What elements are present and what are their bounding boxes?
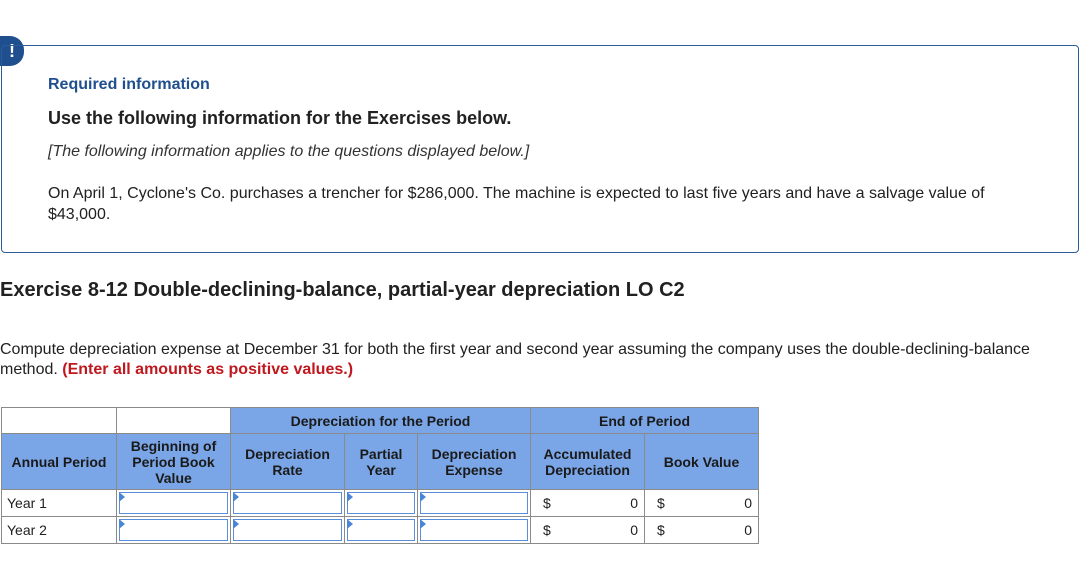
year2-depreciation-expense-cell: [418, 517, 531, 544]
year2-partial-year-input[interactable]: [347, 519, 415, 541]
year1-accumulated-depreciation: [531, 490, 645, 517]
year2-book-value: [645, 517, 759, 544]
year1-depreciation-rate-cell: [231, 490, 345, 517]
year2-accumulated-depreciation: [531, 517, 645, 544]
required-information-title: Required information: [48, 76, 210, 93]
year1-beginning-book-value-input[interactable]: [119, 492, 228, 514]
input-marker-icon: [119, 519, 125, 529]
header-accumulated-depreciation: Accumulated Depreciation: [531, 434, 645, 490]
year1-partial-year-cell: [345, 490, 418, 517]
year2-beginning-book-value-cell: [117, 517, 231, 544]
header-depreciation-for-period: Depreciation for the Period: [231, 408, 531, 434]
currency-symbol: $: [543, 495, 551, 511]
instructions-text: Compute depreciation expense at December 31 for both the first year and second year assuming the company uses the double-declining-balance method.: [0, 341, 1030, 378]
year1-book-value: [645, 490, 759, 517]
header-partial-year: Partial Year: [345, 434, 418, 490]
year1-partial-year-input[interactable]: [347, 492, 415, 514]
currency-symbol: $: [657, 495, 665, 511]
exercise-title: Exercise 8-12 Double-declining-balance, partial-year depreciation LO C2: [0, 279, 685, 301]
input-marker-icon: [233, 492, 239, 502]
depreciation-table: [1, 407, 759, 544]
currency-symbol: $: [657, 522, 665, 538]
input-marker-icon: [420, 492, 426, 502]
header-depreciation-rate: Depreciation Rate: [231, 434, 345, 490]
book-value-value: 0: [744, 522, 752, 538]
year2-beginning-book-value-input[interactable]: [119, 519, 228, 541]
year2-partial-year-cell: [345, 517, 418, 544]
accumulated-depreciation-value: 0: [630, 522, 638, 538]
input-marker-icon: [347, 519, 353, 529]
input-marker-icon: [119, 492, 125, 502]
info-applies-note: [The following information applies to the questions displayed below.]: [48, 143, 530, 160]
info-scenario-text: On April 1, Cyclone's Co. purchases a trencher for $286,000. The machine is expected to last five years and have a salvage value of $43,000.: [48, 185, 985, 223]
accumulated-depreciation-value: 0: [630, 495, 638, 511]
exercise-instructions: [0, 340, 1060, 380]
year1-depreciation-expense-input[interactable]: [420, 492, 528, 514]
header-beginning-book-value: Beginning of Period Book Value: [117, 434, 231, 490]
info-heading: Use the following information for the Exercises below.: [48, 108, 512, 128]
currency-symbol: $: [543, 522, 551, 538]
header-annual-period: Annual Period: [2, 434, 117, 490]
year1-beginning-book-value-cell: [117, 490, 231, 517]
table-row: [2, 490, 759, 517]
header-blank: [2, 408, 117, 434]
year2-depreciation-expense-input[interactable]: [420, 519, 528, 541]
row-label: Year 1: [2, 490, 117, 517]
input-marker-icon: [233, 519, 239, 529]
year1-depreciation-expense-cell: [418, 490, 531, 517]
row-label: Year 2: [2, 517, 117, 544]
year2-depreciation-rate-input[interactable]: [233, 519, 342, 541]
year2-depreciation-rate-cell: [231, 517, 345, 544]
header-depreciation-expense: Depreciation Expense: [418, 434, 531, 490]
table-row: [2, 517, 759, 544]
alert-icon: !: [0, 36, 24, 66]
input-marker-icon: [420, 519, 426, 529]
header-blank-2: [117, 408, 231, 434]
header-book-value: Book Value: [645, 434, 759, 490]
header-end-of-period: End of Period: [531, 408, 759, 434]
year1-depreciation-rate-input[interactable]: [233, 492, 342, 514]
instructions-note: (Enter all amounts as positive values.): [62, 361, 354, 378]
input-marker-icon: [347, 492, 353, 502]
book-value-value: 0: [744, 495, 752, 511]
